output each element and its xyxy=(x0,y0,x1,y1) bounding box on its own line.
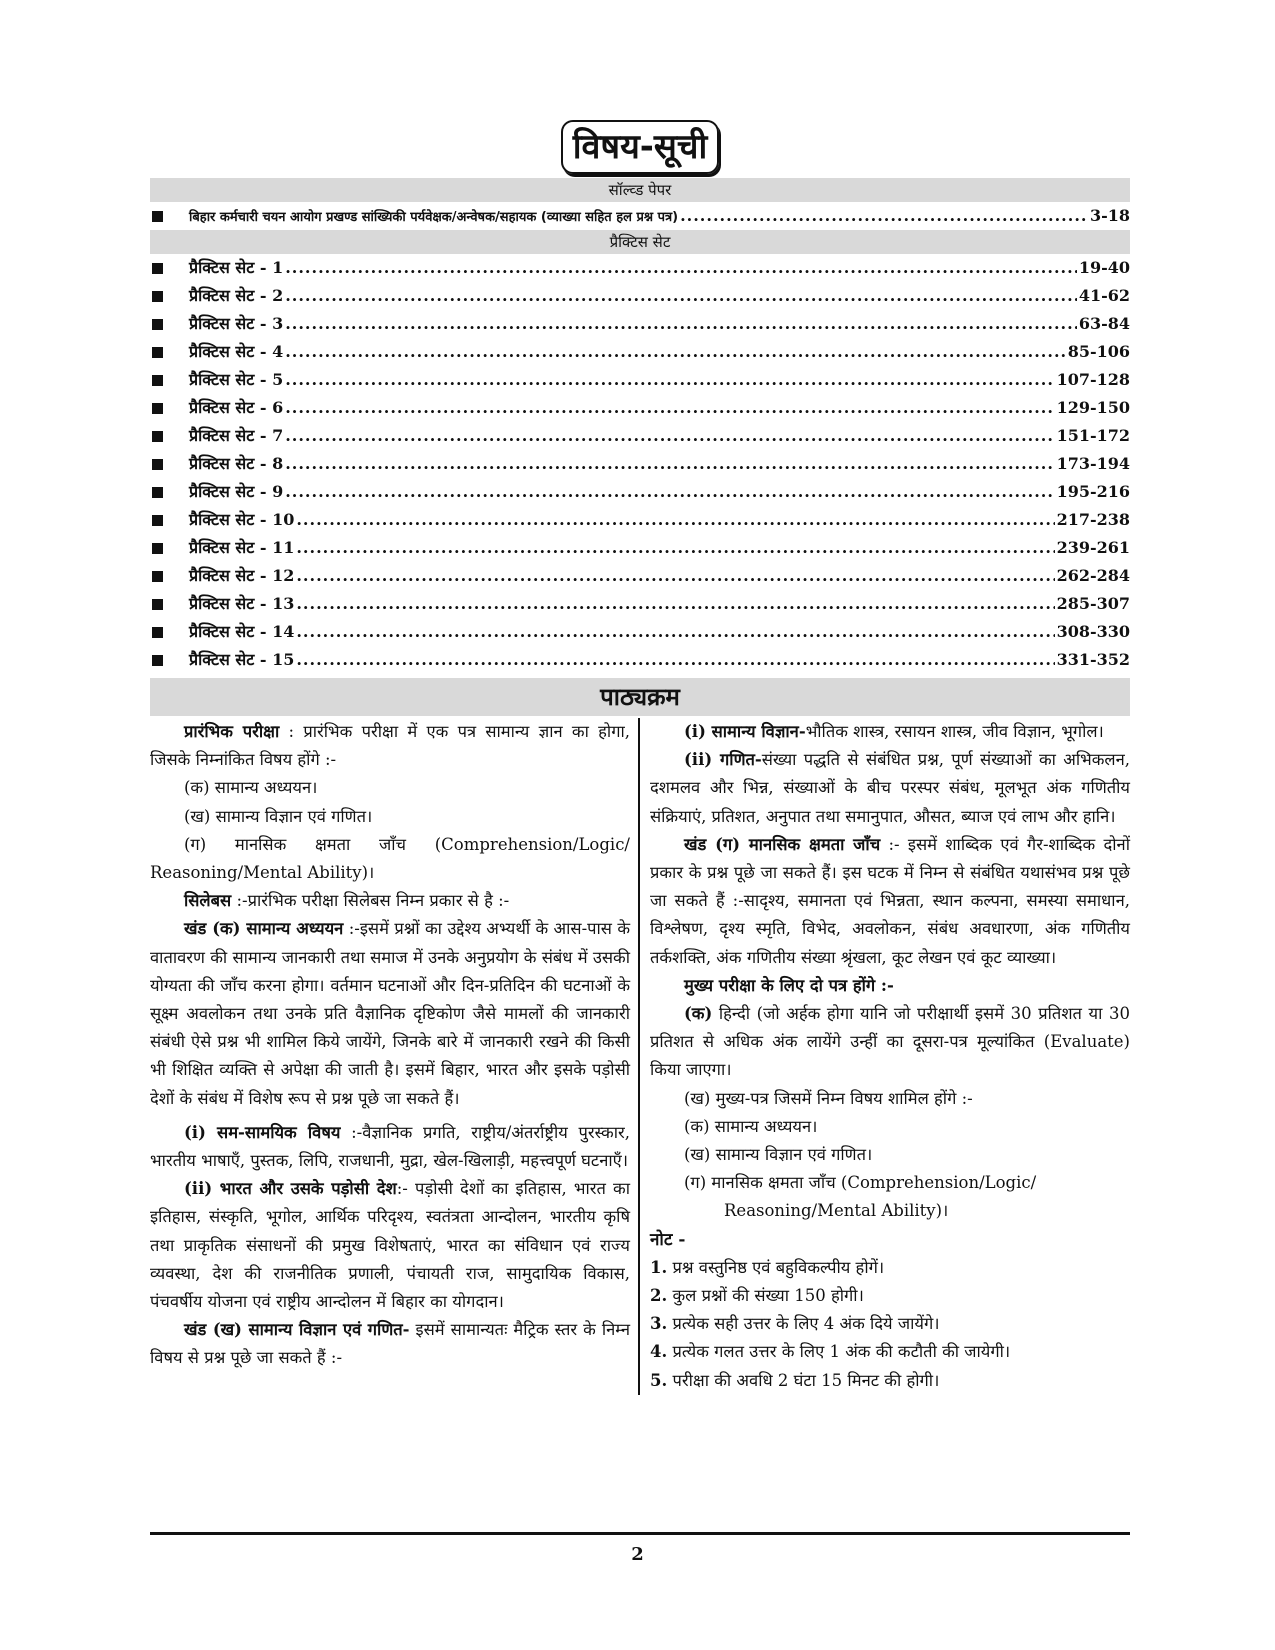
syllabus-columns xyxy=(150,718,1130,1395)
dot-leader xyxy=(296,646,1054,674)
dot-leader xyxy=(296,618,1054,646)
note-item xyxy=(650,1367,1130,1395)
toc-label: प्रैक्टिस सेट - 4 xyxy=(189,342,284,361)
toc-row-practice-set[interactable] xyxy=(150,646,1130,674)
toc-pages: 285-307 xyxy=(1056,594,1130,613)
section-ka-heading: खंड (क) सामान्य अध्ययन xyxy=(184,919,344,939)
note-text: प्रत्येक सही उत्तर के लिए 4 अंक दिये जायेंगे। xyxy=(667,1314,940,1334)
toc-pages: 151-172 xyxy=(1056,426,1130,445)
toc-pages: 63-84 xyxy=(1078,314,1130,333)
note-text: प्रत्येक गलत उत्तर के लिए 1 अंक की कटौती की जायेगी। xyxy=(667,1342,1011,1362)
dot-leader xyxy=(285,310,1077,338)
note-text: प्रश्न वस्तुनिष्ठ एवं बहुविकल्पीय होगें। xyxy=(667,1257,885,1277)
toc-label: बिहार कर्मचारी चयन आयोग प्रखण्ड सांख्यिकी पर्यवेक्षक/अन्वेषक/सहायक (व्याख्या सहित हल प्रश्न पत्र) xyxy=(189,210,679,225)
science-paragraph xyxy=(650,718,1130,746)
section-kha-paragraph xyxy=(150,1316,630,1372)
list-item: (ग) मानसिक क्षमता जाँच (Comprehension/Logic/ xyxy=(684,1173,1037,1193)
list-item: (ग) मानसिक क्षमता जाँच (Comprehension/Logic/ Reasoning/Mental Ability)। xyxy=(150,834,630,883)
paragraph-text: :- पड़ोसी देशों का इतिहास, भारत का इतिहास, संस्कृति, भूगोल, आर्थिक परिदृश्य, स्वतंत्रता आन्दोलन, भारतीय कृषि तथा प्राकृतिक संसाधनों की प्रमुख विशेषताएं, भारत का संविधान एवं राज्य व्यवस्था, देश की राजनीतिक प्रणाली, पंचायती राज, सामुदायिक विकास, पंचवर्षीय योजना एवं राष्ट्रीय आन्दोलन में बिहार का योगदान। xyxy=(150,1179,631,1312)
dot-leader xyxy=(285,282,1077,310)
paragraph-text: :-इसमें प्रश्नों का उद्देश्य अभ्यर्थी के आस-पास के वातावरण की सामान्य जानकारी तथा समाज में उनके अनुप्रयोग के संबंध में उसकी योग्यता की जाँच करना होगा। वर्तमान घटनाओं और दिन-प्रतिदिन की घटनाओं के सूक्ष्म अवलोकन तथा उनके प्रति वैज्ञानिक दृष्टिकोण जैसे मामलों की जानकारी संबंधी ऐसे प्रश्न भी शामिल किये जायेंगे, जिनके बारे में जानकारी रखने की किसी भी शिक्षित व्यक्ति से अपेक्षा की जाती है। इसमें बिहार, भारत और इसके पड़ोसी देशों के संबंध में विशेष रूप से प्रश्न पूछे जा सकते हैं। xyxy=(150,919,630,1108)
toc-row-practice-set[interactable] xyxy=(150,338,1130,366)
note-text: परीक्षा की अवधि 2 घंटा 15 मिनट की होगी। xyxy=(667,1370,940,1390)
section-kha-heading: खंड (ख) सामान्य विज्ञान एवं गणित- xyxy=(184,1320,410,1340)
toc-row-practice-set[interactable] xyxy=(150,478,1130,506)
toc-row-practice-set[interactable] xyxy=(150,590,1130,618)
toc-pages: 308-330 xyxy=(1056,622,1130,641)
paragraph-text: भौतिक शास्त्र, रसायन शास्त्र, जीव विज्ञान, भूगोल। xyxy=(805,722,1104,741)
toc-row-practice-set[interactable] xyxy=(150,282,1130,310)
toc-row-practice-set[interactable] xyxy=(150,506,1130,534)
dot-leader xyxy=(285,450,1054,478)
toc-label: प्रैक्टिस सेट - 12 xyxy=(189,566,295,585)
square-bullet-icon xyxy=(152,263,163,274)
toc-label: प्रैक्टिस सेट - 9 xyxy=(189,482,284,501)
list-item: (ख) सामान्य विज्ञान एवं गणित। xyxy=(684,1145,873,1165)
note-item xyxy=(650,1282,1130,1310)
square-bullet-icon xyxy=(152,431,163,442)
paragraph-text: हिन्दी (जो अर्हक होगा यानि जो परीक्षार्थी इसमें 30 प्रतिशत या 30 प्रतिशत से अधिक अंक लायेंगे उन्हीं का दूसरा-पत्र मूल्यांकित (Evaluate) किया जाएगा। xyxy=(650,1004,1130,1080)
note-item xyxy=(650,1310,1130,1338)
dot-leader xyxy=(296,590,1054,618)
note-number: 1. xyxy=(650,1257,668,1277)
square-bullet-icon xyxy=(152,319,163,330)
syllabus-heading: पाठ्यक्रम xyxy=(150,678,1130,716)
mains-heading-paragraph xyxy=(650,972,1130,1000)
section-ga-heading: खंड (ग) मानसिक क्षमता जाँच xyxy=(684,834,881,854)
dot-leader xyxy=(285,254,1077,282)
dot-leader xyxy=(285,394,1054,422)
toc-row-practice-set[interactable] xyxy=(150,366,1130,394)
maths-paragraph xyxy=(650,746,1130,831)
list-item-continued: Reasoning/Mental Ability)। xyxy=(724,1201,949,1221)
note-number: 2. xyxy=(650,1286,668,1306)
note-heading: नोट - xyxy=(650,1229,686,1250)
neighbours-heading: (ii) भारत और उसके पड़ोसी देश xyxy=(184,1179,397,1199)
neighbours-paragraph xyxy=(150,1175,630,1316)
page xyxy=(150,120,1130,1395)
current-affairs-heading: (i) सम-सामयिक विषय xyxy=(184,1122,341,1142)
square-bullet-icon xyxy=(152,655,163,666)
square-bullet-icon xyxy=(152,571,163,582)
toc-label: प्रैक्टिस सेट - 10 xyxy=(189,510,295,529)
square-bullet-icon xyxy=(152,487,163,498)
square-bullet-icon xyxy=(152,211,163,222)
toc-row-practice-set[interactable] xyxy=(150,562,1130,590)
syllabus-label: सिलेबस xyxy=(184,891,232,911)
note-number: 3. xyxy=(650,1314,668,1334)
title-container xyxy=(150,120,1130,178)
toc-label: प्रैक्टिस सेट - 14 xyxy=(189,622,295,641)
toc-label: प्रैक्टिस सेट - 7 xyxy=(189,426,284,445)
toc-label: प्रैक्टिस सेट - 8 xyxy=(189,454,284,473)
toc-label: प्रैक्टिस सेट - 1 xyxy=(189,258,284,277)
toc-row-practice-set[interactable] xyxy=(150,254,1130,282)
square-bullet-icon xyxy=(152,599,163,610)
paragraph-text: : प्रारंभिक परीक्षा में एक पत्र सामान्य ज्ञान का होगा, जिसके निम्नांकित विषय होंगे :- xyxy=(150,722,630,770)
list-item: (क) सामान्य अध्ययन। xyxy=(184,778,318,798)
square-bullet-icon xyxy=(152,543,163,554)
prelim-exam-heading: प्रारंभिक परीक्षा xyxy=(184,722,280,741)
toc-row-practice-set[interactable] xyxy=(150,618,1130,646)
note-number: 5. xyxy=(650,1370,668,1390)
toc-row-solved-paper[interactable] xyxy=(150,202,1130,230)
square-bullet-icon xyxy=(152,515,163,526)
toc-row-practice-set[interactable] xyxy=(150,310,1130,338)
list-item: (क) सामान्य अध्ययन। xyxy=(684,1116,818,1136)
syllabus-right-column xyxy=(640,718,1130,1395)
mains-heading: मुख्य परीक्षा के लिए दो पत्र होंगे :- xyxy=(684,975,894,995)
paragraph-text: :-वैज्ञानिक प्रगति, राष्ट्रीय/अंतर्राष्ट्रीय पुरस्कार, भारतीय भाषाएँ, पुस्तक, लिपि, राजधानी, मुद्रा, खेल-खिलाड़ी, महत्त्वपूर्ण घटनाएँ। xyxy=(150,1122,630,1171)
hindi-paper-label: (क) xyxy=(684,1004,713,1024)
toc-pages: 41-62 xyxy=(1078,286,1130,305)
note-number: 4. xyxy=(650,1342,668,1362)
toc-pages: 173-194 xyxy=(1056,454,1130,473)
dot-leader xyxy=(680,202,1088,230)
toc-pages: 239-261 xyxy=(1056,538,1130,557)
science-heading: (i) सामान्य विज्ञान- xyxy=(684,722,806,741)
dot-leader xyxy=(285,366,1054,394)
dot-leader xyxy=(296,562,1054,590)
note-item xyxy=(650,1254,1130,1282)
practice-sets-heading: प्रैक्टिस सेट xyxy=(150,230,1130,254)
toc-row-practice-set[interactable] xyxy=(150,450,1130,478)
toc-pages: 262-284 xyxy=(1056,566,1130,585)
toc-pages: 195-216 xyxy=(1056,482,1130,501)
note-text: कुल प्रश्नों की संख्या 150 होगी। xyxy=(667,1286,864,1306)
toc-label: प्रैक्टिस सेट - 11 xyxy=(189,538,295,557)
toc-pages: 331-352 xyxy=(1056,650,1130,669)
square-bullet-icon xyxy=(152,291,163,302)
square-bullet-icon xyxy=(152,375,163,386)
practice-set-list xyxy=(150,254,1130,674)
section-ga-paragraph xyxy=(650,831,1130,972)
toc-label: प्रैक्टिस सेट - 15 xyxy=(189,650,295,669)
prelim-exam-paragraph xyxy=(150,718,630,774)
dot-leader xyxy=(296,534,1054,562)
solved-paper-heading: सॉल्व्ड पेपर xyxy=(150,178,1130,202)
square-bullet-icon xyxy=(152,347,163,358)
syllabus-left-column xyxy=(150,718,640,1395)
toc-pages: 85-106 xyxy=(1067,342,1130,361)
syllabus-paragraph xyxy=(150,887,630,915)
paragraph-text: इसमें सामान्यतः मैट्रिक स्तर के निम्न विषय से प्रश्न पूछे जा सकते हैं :- xyxy=(150,1320,630,1368)
paragraph-text: संख्या पद्धति से संबंधित प्रश्न, पूर्ण संख्याओं का अभिकलन, दशमलव और भिन्न, संख्याओं के बीच परस्पर संबंध, मूलभूत अंक गणितीय संक्रियाएं, प्रतिशत, अनुपात तथा समानुपात, औसत, ब्याज एवं लाभ और हानि। xyxy=(650,750,1131,826)
section-ka-paragraph xyxy=(150,915,630,1112)
toc-label: प्रैक्टिस सेट - 5 xyxy=(189,370,284,389)
square-bullet-icon xyxy=(152,459,163,470)
page-number: 2 xyxy=(631,1544,644,1565)
page-title: विषय-सूची xyxy=(561,120,720,174)
toc-label: प्रैक्टिस सेट - 6 xyxy=(189,398,284,417)
dot-leader xyxy=(285,338,1065,366)
square-bullet-icon xyxy=(152,627,163,638)
toc-pages: 19-40 xyxy=(1078,258,1130,277)
toc-pages: 107-128 xyxy=(1056,370,1130,389)
toc-pages: 129-150 xyxy=(1056,398,1130,417)
toc-label: प्रैक्टिस सेट - 13 xyxy=(189,594,295,613)
toc-row-practice-set[interactable] xyxy=(150,534,1130,562)
dot-leader xyxy=(285,478,1054,506)
dot-leader xyxy=(296,506,1054,534)
toc-row-practice-set[interactable] xyxy=(150,394,1130,422)
toc-pages: 3-18 xyxy=(1089,206,1130,225)
toc-pages: 217-238 xyxy=(1056,510,1130,529)
toc-label: प्रैक्टिस सेट - 3 xyxy=(189,314,284,333)
paragraph-text: :- इसमें शाब्दिक एवं गैर-शाब्दिक दोनों प्रकार के प्रश्न पूछे जा सकते हैं। इस घटक में निम्न से संबंधित यथासंभव प्रश्न पूछे जा सकते हैं :-सादृश्य, समानता एवं भिन्नता, स्थान कल्पना, समस्या समाधान, विश्लेषण, दृश्य स्मृति, विभेद, अवलोकन, संबंध अवधारणा, अंक गणितीय तर्कशक्ति, अंक गणितीय संख्या श्रृंखला, कूट लेखन एवं कूट व्याख्या। xyxy=(650,834,1130,967)
maths-heading: (ii) गणित- xyxy=(684,750,762,770)
square-bullet-icon xyxy=(152,403,163,414)
bottom-divider xyxy=(150,1532,1130,1535)
hindi-paper-paragraph xyxy=(650,1000,1130,1085)
paragraph-text: :-प्रारंभिक परीक्षा सिलेबस निम्न प्रकार से है :- xyxy=(231,891,510,911)
note-item xyxy=(650,1338,1130,1366)
current-affairs-paragraph xyxy=(150,1119,630,1175)
toc-row-practice-set[interactable] xyxy=(150,422,1130,450)
toc-label: प्रैक्टिस सेट - 2 xyxy=(189,286,284,305)
list-item: (ख) सामान्य विज्ञान एवं गणित। xyxy=(184,806,373,826)
dot-leader xyxy=(285,422,1054,450)
list-item: (ख) मुख्य-पत्र जिसमें निम्न विषय शामिल होंगे :- xyxy=(684,1088,973,1108)
